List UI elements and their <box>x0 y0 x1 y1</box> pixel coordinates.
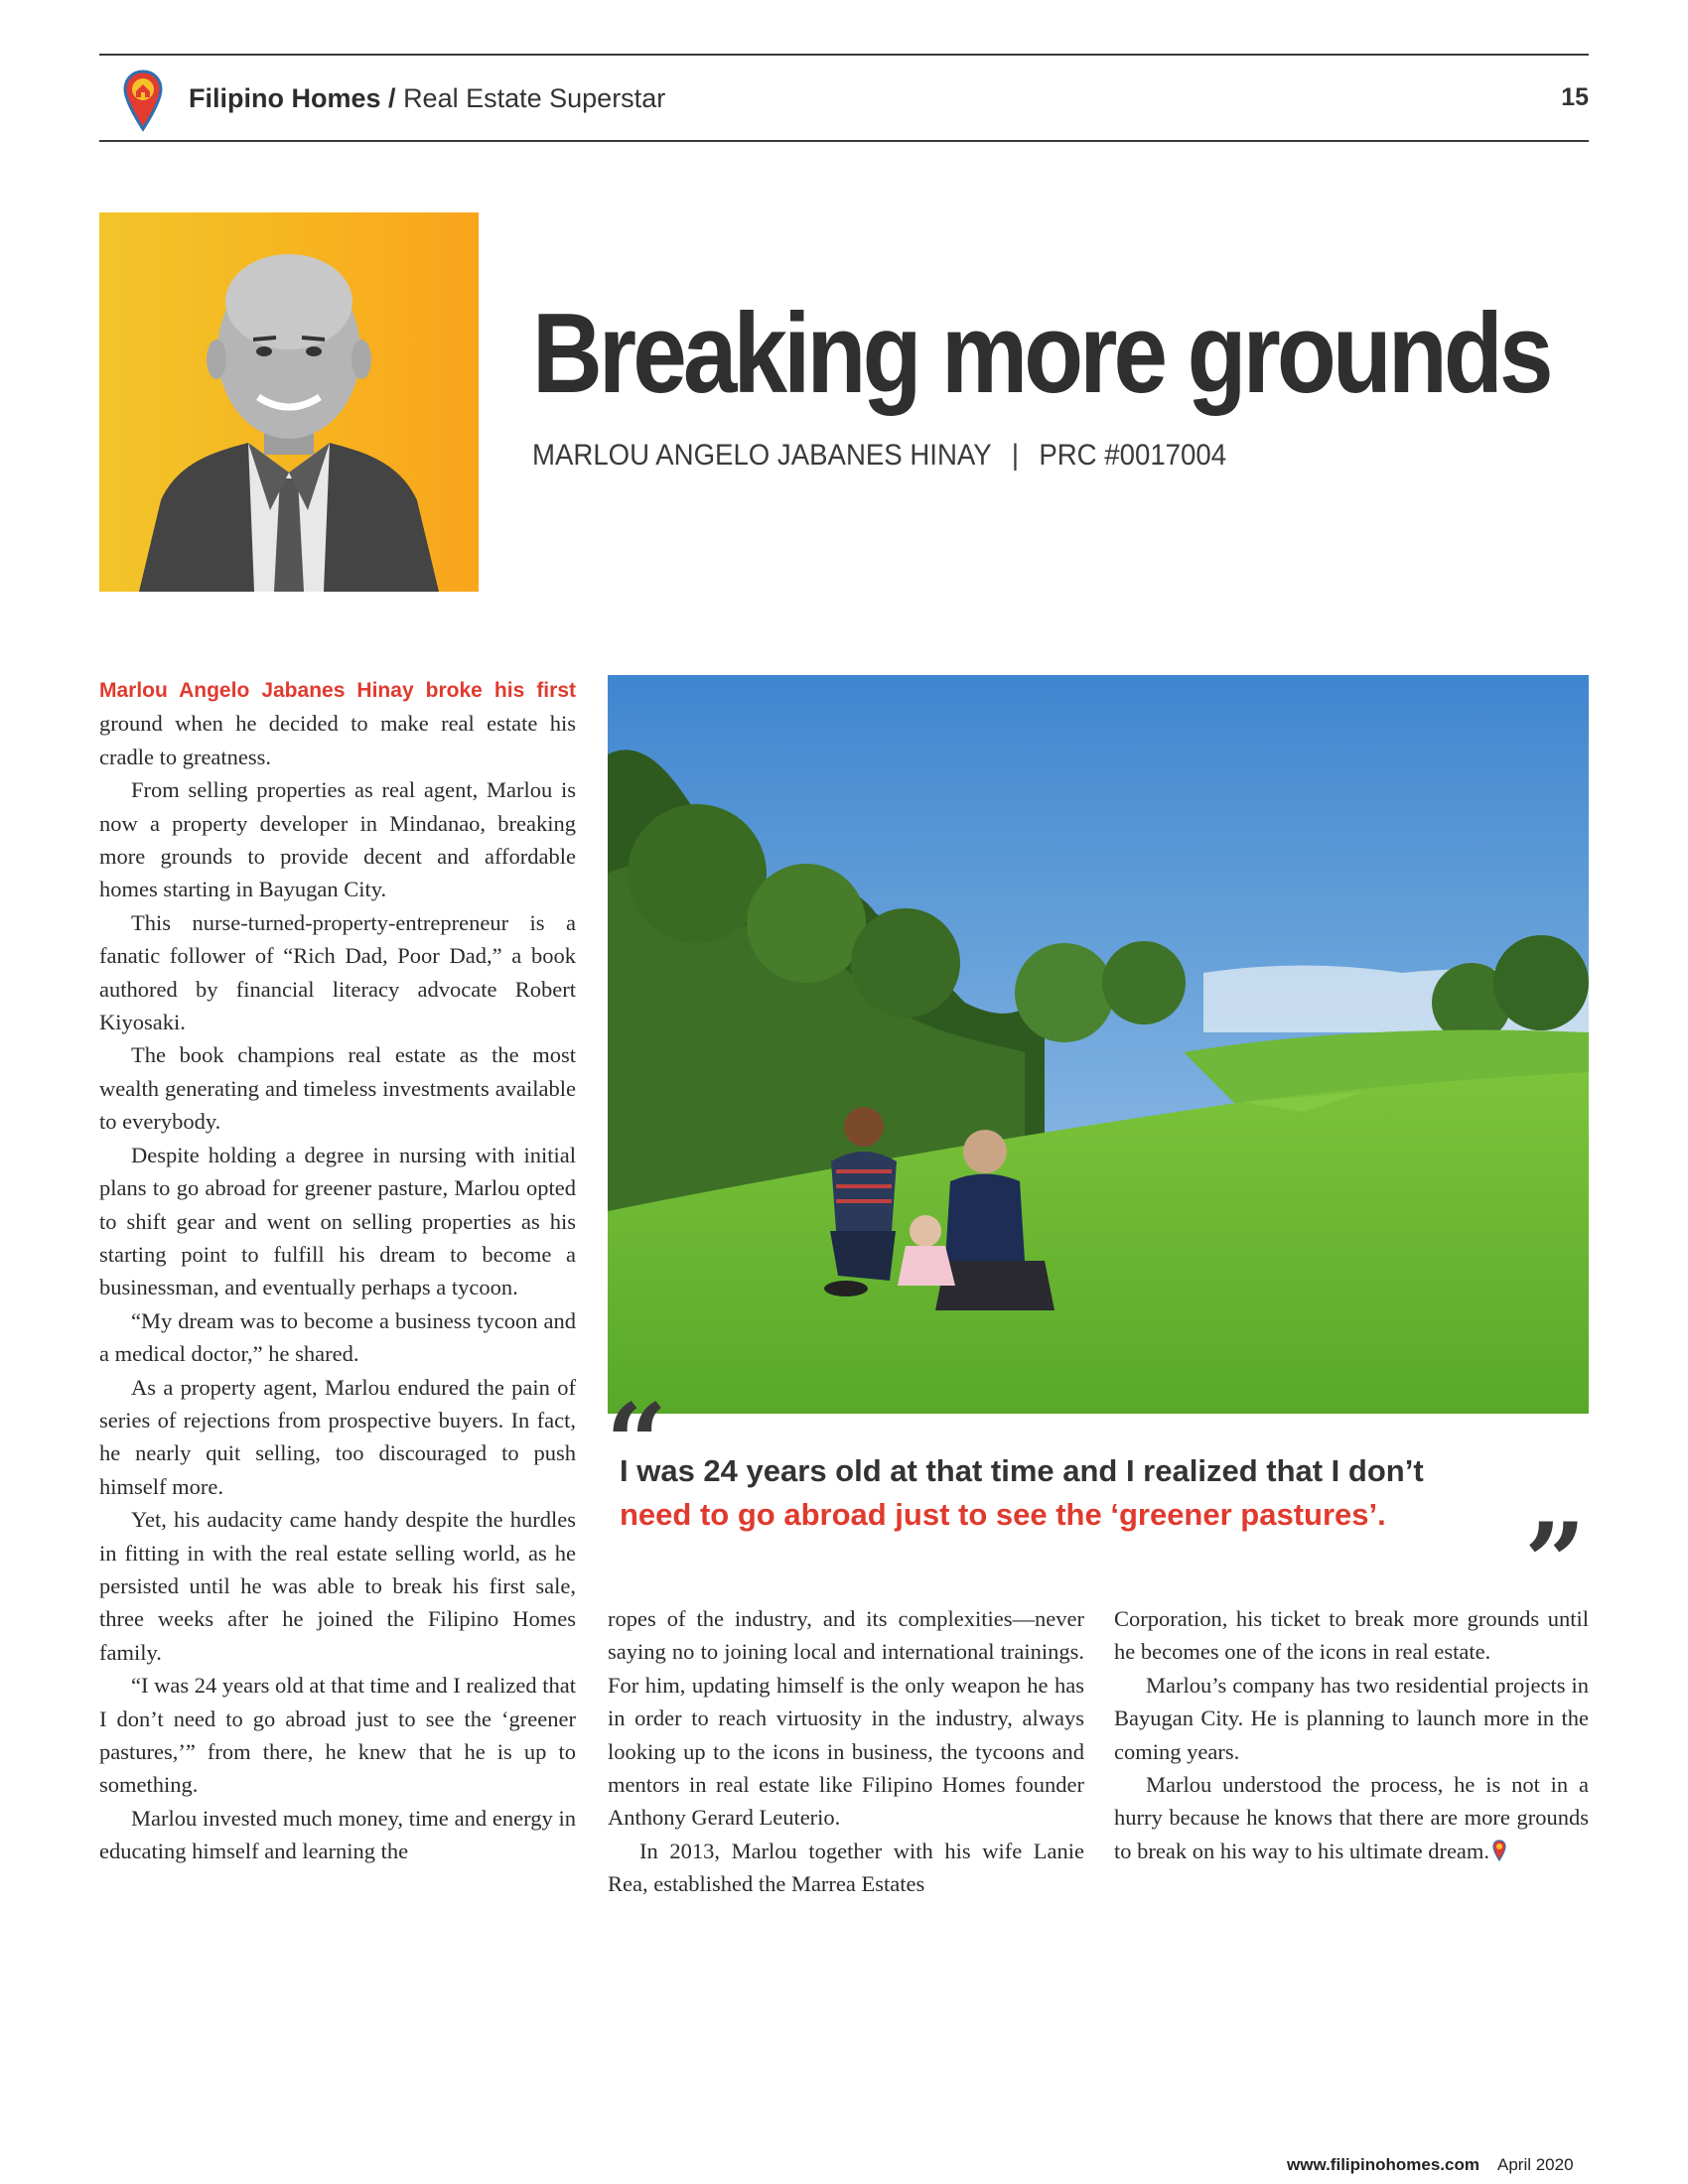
map-pin-house-icon <box>123 69 163 133</box>
article-column-2 <box>608 1602 1084 1901</box>
article-title: Breaking more grounds <box>532 291 1550 417</box>
byline <box>532 439 1226 473</box>
close-quote-mark: ” <box>1524 1500 1587 1625</box>
family-photo <box>608 675 1589 1414</box>
paragraph: Despite holding a degree in nursing with initial plans to go abroad for greener pasture, Marlou opted to shift gear and went on selling properties as his starting point to fulfill his dream to become a businessman, and eventually perhaps a tycoon. <box>99 1142 576 1300</box>
paragraph: From selling properties as real agent, Marlou is now a property developer in Mindanao, breaking more grounds to provide decent and affordable homes starting in Bayugan City. <box>99 777 576 902</box>
paragraph: Corporation, his ticket to break more grounds until he becomes one of the icons in real estate. <box>1114 1606 1589 1665</box>
pull-quote-line-2: need to go abroad just to see the ‘greener pastures’. <box>620 1497 1386 1532</box>
byline-separator: | <box>1011 439 1020 472</box>
paragraph: This nurse-turned-property-entrepreneur is a fanatic follower of “Rich Dad, Poor Dad,” a book authored by financial literacy advocate Robert Kiyosaki. <box>99 909 576 1035</box>
section-name: Real Estate Superstar <box>403 83 666 113</box>
article-column-1 <box>99 673 576 1868</box>
paragraph: The book champions real estate as the most wealth generating and timeless investments available to everybody. <box>99 1042 576 1135</box>
pull-quote-line-1: I was 24 years old at that time and I realized that I don’t <box>620 1453 1424 1488</box>
header-title <box>189 83 665 114</box>
family-photo-illustration <box>608 675 1589 1414</box>
header-bottom-rule <box>99 140 1589 142</box>
paragraph: Yet, his audacity came handy despite the hurdles in fitting in with the real estate selling world, as he persisted until he was able to break his first sale, three weeks after he joined the Filipino Homes family. <box>99 1507 576 1665</box>
header-top-rule <box>99 54 1589 56</box>
paragraph-text: Marlou understood the process, he is not in a hurry because he knows that there are more grounds to break on his way to his ultimate dream. <box>1114 1772 1589 1863</box>
portrait-illustration <box>99 212 479 592</box>
footer-url[interactable]: www.filipinohomes.com <box>1287 2155 1479 2174</box>
pull-quote <box>620 1449 1573 1537</box>
footer-date: April 2020 <box>1497 2155 1574 2174</box>
brand-name: Filipino Homes <box>189 83 381 113</box>
paragraph: As a property agent, Marlou endured the pain of series of rejections from prospective buyers. In fact, he nearly quit selling, too discouraged to push himself more. <box>99 1374 576 1499</box>
paragraph: Marlou’s company has two residential projects in Bayugan City. He is planning to launch more in the coming years. <box>1114 1672 1589 1764</box>
header-separator: / <box>388 83 396 113</box>
author-portrait <box>99 212 479 592</box>
article-column-3 <box>1114 1602 1589 1867</box>
paragraph: “My dream was to become a business tycoon and a medical doctor,” he shared. <box>99 1307 576 1367</box>
license-number: PRC #0017004 <box>1039 439 1227 472</box>
lead-in: Marlou Angelo Jabanes Hinay broke his first <box>99 679 576 702</box>
paragraph-text: ground when he decided to make real estate his cradle to greatness. <box>99 711 576 769</box>
page-number: 15 <box>1561 83 1589 111</box>
paragraph: Marlou invested much money, time and energy in educating himself and learning the <box>99 1805 576 1864</box>
paragraph <box>1114 1768 1589 1867</box>
map-pin-icon <box>1492 1840 1506 1861</box>
author-name: MARLOU ANGELO JABANES HINAY <box>532 439 992 472</box>
paragraph <box>99 673 576 773</box>
paragraph: ropes of the industry, and its complexities—never saying no to joining local and international trainings. For him, updating himself is the only weapon he has in order to reach virtuosity in the industry, always looking up to the icons in business, the tycoons and mentors in real estate like Filipino Homes founder Anthony Gerard Leuterio. <box>608 1606 1084 1831</box>
open-quote-mark: “ <box>606 1381 668 1506</box>
paragraph: “I was 24 years old at that time and I realized that I don’t need to go abroad just to see the ‘greener pastures,’” from there, he knew that he is up to something. <box>99 1673 576 1798</box>
paragraph: In 2013, Marlou together with his wife Lanie Rea, established the Marrea Estates <box>608 1838 1084 1897</box>
